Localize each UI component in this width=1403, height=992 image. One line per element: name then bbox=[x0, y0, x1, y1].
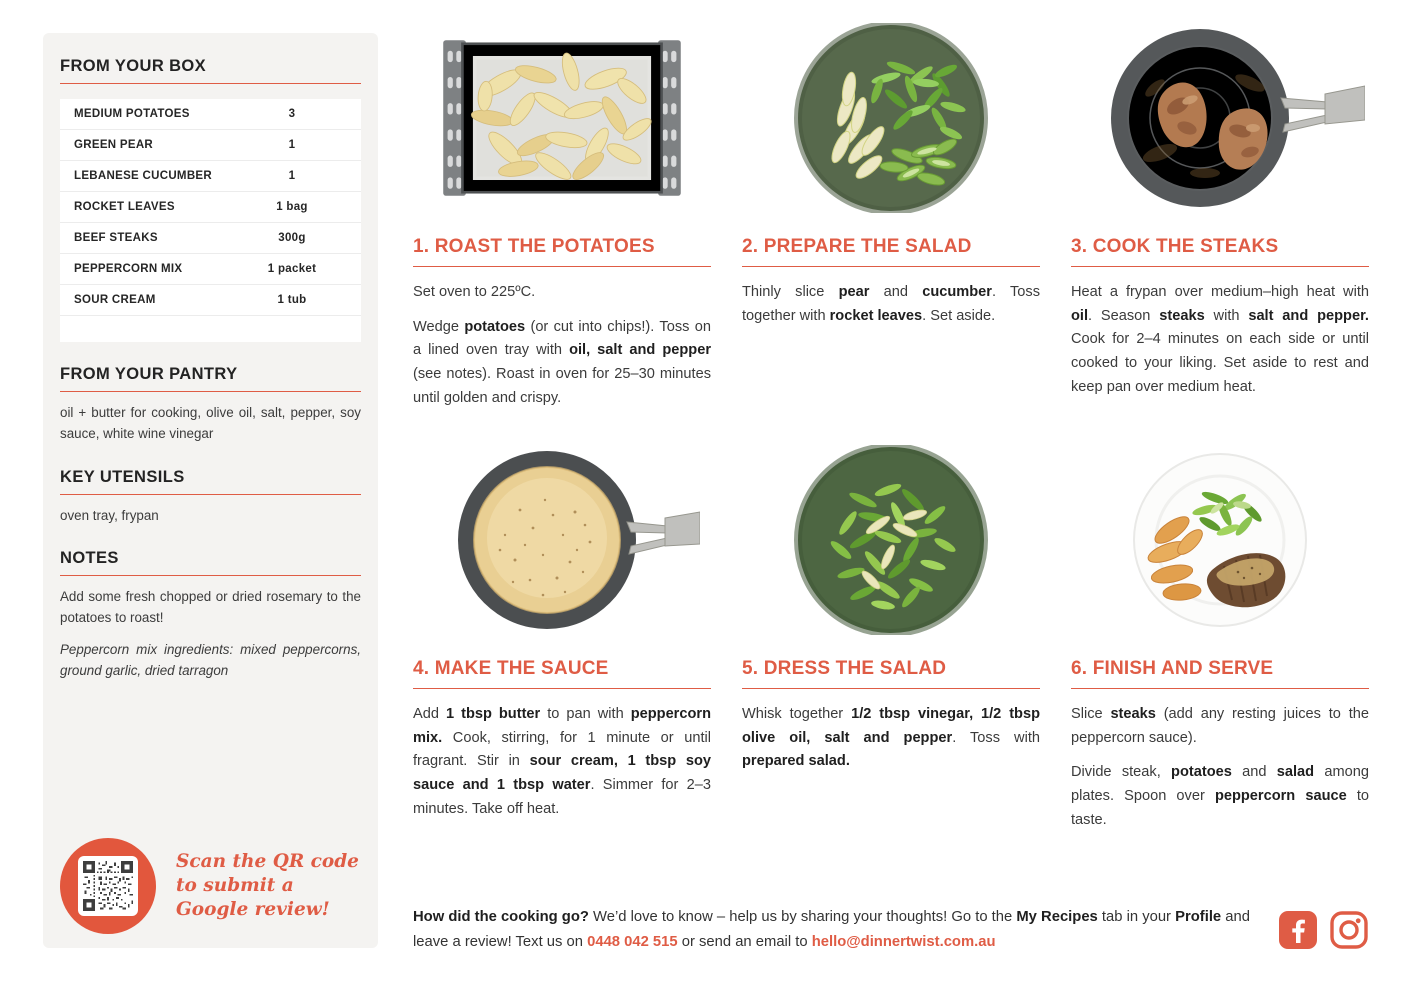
divider bbox=[1071, 266, 1369, 267]
ingredients-sidebar bbox=[43, 33, 378, 948]
table-row bbox=[60, 285, 361, 316]
qr-caption: Scan the QR code to submit a Google review! bbox=[176, 850, 359, 921]
table-row bbox=[60, 99, 361, 130]
step-paragraph: Set oven to 225ºC. bbox=[413, 284, 536, 300]
step-title: 6. FINISH AND SERVE bbox=[1071, 658, 1274, 679]
ingredient-qty: 1 bbox=[288, 139, 296, 151]
from-your-pantry-title: FROM YOUR PANTRY bbox=[60, 365, 238, 383]
feedback-footer bbox=[413, 905, 1369, 954]
instagram-icon[interactable] bbox=[1329, 910, 1369, 950]
divider bbox=[60, 83, 361, 84]
step-2-prepare-the-salad bbox=[742, 18, 1040, 440]
ingredient-name: LEBANESE CUCUMBER bbox=[74, 170, 212, 182]
notes-peppercorn-text: Peppercorn mix ingredients: mixed peppercorns, ground garlic, dried tarragon bbox=[60, 641, 361, 678]
step-3-cook-the-steaks bbox=[1071, 18, 1369, 440]
table-row bbox=[60, 161, 361, 192]
ingredient-qty: 1 bbox=[288, 170, 296, 182]
divider bbox=[742, 688, 1040, 689]
step-paragraph: Wedge potatoes (or cut into chips!). Toss on a lined oven tray with oil, salt and pepper (see notes). Roast in oven for 25–30 minutes until golden and crispy. bbox=[413, 318, 711, 406]
divider bbox=[1071, 688, 1369, 689]
ingredient-qty: 300g bbox=[278, 232, 306, 244]
step-6-finish-and-serve bbox=[1071, 440, 1369, 843]
ingredient-qty: 1 tub bbox=[277, 294, 307, 306]
pantry-text: oil + butter for cooking, olive oil, salt, pepper, soy sauce, white wine vinegar bbox=[60, 405, 361, 441]
qr-code-icon bbox=[78, 856, 138, 916]
photo-dressed-salad-in-bowl bbox=[742, 440, 1040, 640]
table-row bbox=[60, 223, 361, 254]
ingredient-name: SOUR CREAM bbox=[74, 294, 156, 306]
google-review-qr-section bbox=[60, 838, 361, 938]
divider bbox=[60, 575, 361, 576]
qr-badge bbox=[60, 838, 156, 934]
recipe-steps bbox=[413, 18, 1369, 843]
ingredient-name: ROCKET LEAVES bbox=[74, 201, 175, 213]
step-1-roast-the-potatoes bbox=[413, 18, 711, 440]
email-link[interactable]: hello@dinnertwist.com.au bbox=[811, 933, 996, 950]
photo-plated-steak-potatoes-salad bbox=[1071, 440, 1369, 640]
social-links bbox=[1278, 910, 1369, 950]
box-ingredients-table bbox=[60, 99, 361, 342]
ingredient-name: BEEF STEAKS bbox=[74, 232, 158, 244]
ingredient-qty: 1 packet bbox=[267, 263, 317, 275]
step-4-make-the-sauce bbox=[413, 440, 711, 843]
photo-bowl-with-pear-cucumber-rocket bbox=[742, 18, 1040, 218]
step-title: 1. ROAST THE POTATOES bbox=[413, 236, 655, 257]
notes-title: NOTES bbox=[60, 549, 119, 568]
ingredient-qty: 1 bag bbox=[276, 201, 308, 213]
step-paragraph: Whisk together 1/2 tbsp vinegar, 1/2 tbsp olive oil, salt and pepper. Toss with prepared salad. bbox=[742, 706, 1040, 770]
step-title: 2. PREPARE THE SALAD bbox=[742, 236, 972, 257]
photo-steaks-searing-in-frypan bbox=[1071, 18, 1369, 218]
divider bbox=[413, 688, 711, 689]
step-paragraph: Thinly slice pear and cucumber. Toss together with rocket leaves. Set aside. bbox=[742, 284, 1040, 324]
ingredient-name: PEPPERCORN MIX bbox=[74, 263, 183, 275]
divider bbox=[742, 266, 1040, 267]
photo-potato-wedges-on-oven-tray bbox=[413, 18, 711, 218]
from-your-box-title: FROM YOUR BOX bbox=[60, 57, 207, 75]
divider bbox=[60, 391, 361, 392]
step-5-dress-the-salad bbox=[742, 440, 1040, 843]
ingredient-name: MEDIUM POTATOES bbox=[74, 108, 190, 120]
table-row bbox=[60, 130, 361, 161]
step-title: 5. DRESS THE SALAD bbox=[742, 658, 947, 679]
step-title: 4. MAKE THE SAUCE bbox=[413, 658, 609, 679]
step-paragraph: Heat a frypan over medium–high heat with oil. Season steaks with salt and pepper. Cook for 2–4 minutes on each side or until cooked to your liking. Set aside to rest and keep pan over medium heat. bbox=[1071, 284, 1369, 395]
step-paragraph: Add 1 tbsp butter to pan with peppercorn mix. Cook, stirring, for 1 minute or until fragrant. Stir in sour cream, 1 tbsp soy sauce and 1 tbsp water. Simmer for 2–3 minutes. Take off heat. bbox=[413, 706, 711, 817]
notes-text: Add some fresh chopped or dried rosemary to the potatoes to roast! bbox=[60, 589, 361, 626]
table-row bbox=[60, 254, 361, 285]
divider bbox=[413, 266, 711, 267]
table-spacer bbox=[60, 316, 361, 342]
key-utensils-title: KEY UTENSILS bbox=[60, 467, 185, 486]
feedback-message: How did the cooking go? We’d love to know – help us by sharing your thoughts! Go to the My Recipes tab in your Profile and leave a review! Text us on 0448 042 515 or send an email to hello@dinnertwist.com.au bbox=[413, 909, 1250, 950]
phone-link[interactable]: 0448 042 515 bbox=[587, 933, 678, 950]
step-title: 3. COOK THE STEAKS bbox=[1071, 236, 1279, 257]
facebook-icon[interactable] bbox=[1278, 910, 1318, 950]
divider bbox=[60, 494, 361, 495]
photo-peppercorn-sauce-in-pan bbox=[413, 440, 711, 640]
utensils-text: oven tray, frypan bbox=[60, 507, 159, 523]
step-paragraph: Slice steaks (add any resting juices to the peppercorn sauce). bbox=[1071, 706, 1370, 746]
ingredient-name: GREEN PEAR bbox=[74, 139, 154, 151]
ingredient-qty: 3 bbox=[288, 108, 296, 120]
table-row bbox=[60, 192, 361, 223]
step-paragraph: Divide steak, potatoes and salad among plates. Spoon over peppercorn sauce to taste. bbox=[1071, 764, 1370, 828]
